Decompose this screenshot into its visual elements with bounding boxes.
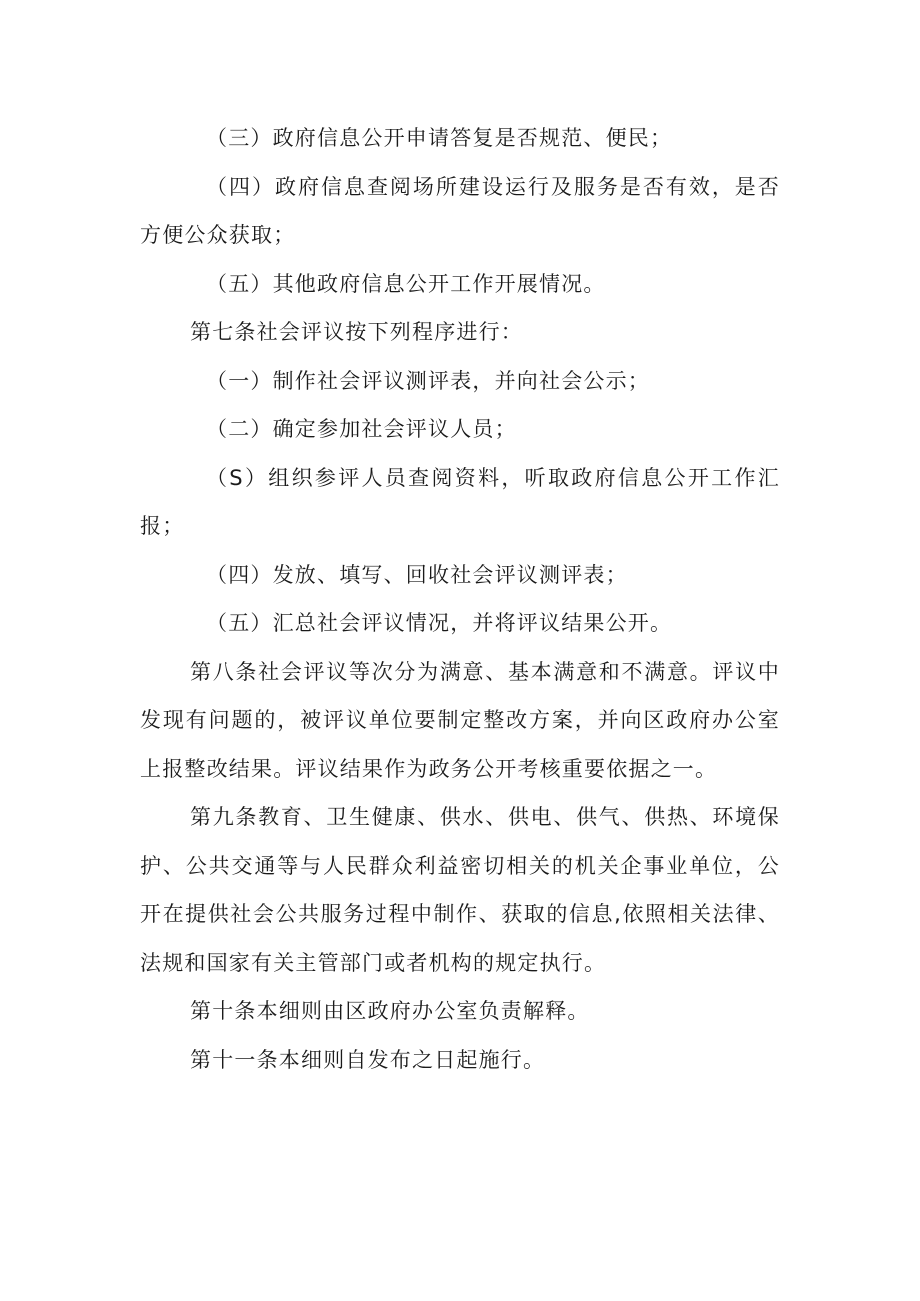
text-line: 第十条本细则由区政府办公室负责解释。 [190,999,590,1023]
text-line: 第七条社会评议按下列程序进行： [190,320,523,344]
text-line: 第九条教育、卫生健康、供水、供电、供气、供热、环境保 [190,805,780,829]
text-line: 发现有问题的，被评议单位要制定整改方案，并向区政府办公室 [140,708,780,732]
article-9-public-service-units [140,793,780,987]
text-line: （四）发放、填写、回收社会评议测评表； [206,562,628,587]
paragraph-step-2-participants [140,405,780,454]
article-10-interpretation [140,987,780,1036]
text-line: 第十一条本细则自发布之日起施行。 [190,1047,546,1072]
paragraph-step-1-form [140,357,780,406]
paragraph-item-5-other-work [140,260,780,309]
paragraph-item-3-standardized-response [140,114,780,163]
text-line: 法规和国家有关主管部门或者机构的规定执行。 [140,950,607,975]
paragraph-step-5-summarize [140,599,780,648]
text-line: 上报整改结果。评议结果作为政务公开考核重要依据之一。 [140,756,718,781]
text-line: 第八条社会评议等次分为满意、基本满意和不满意。评议中 [190,659,780,684]
paragraph-step-4-distribute-forms [140,551,780,600]
text-line: （三）政府信息公开申请答复是否规范、便民； [206,126,673,150]
paragraph-step-3-review-materials [140,454,780,551]
text-line: （二）确定参加社会评议人员； [206,417,517,441]
text-line: （一）制作社会评议测评表，并向社会公示； [206,368,650,393]
text-line: （五）汇总社会评议情况，并将评议结果公开。 [206,611,673,635]
text-line: （五）其他政府信息公开工作开展情况。 [206,271,606,296]
article-8-rating-levels [140,648,780,794]
paragraph-item-4-reading-room [140,163,780,260]
text-line: （S）组织参评人员查阅资料，听取政府信息公开工作汇 [206,465,780,490]
article-7-heading [140,308,780,357]
document-body [140,114,780,1084]
article-11-effective-date [140,1036,780,1085]
text-line: 开在提供社会公共服务过程中制作、获取的信息,依照相关法律、 [140,902,780,926]
text-line: 报； [140,514,185,538]
text-line: 方便公众获取； [140,223,296,247]
text-line: 护、公共交通等与人民群众利益密切相关的机关企事业单位，公 [140,853,780,878]
text-line: （四）政府信息查阅场所建设运行及服务是否有效，是否 [206,174,780,199]
